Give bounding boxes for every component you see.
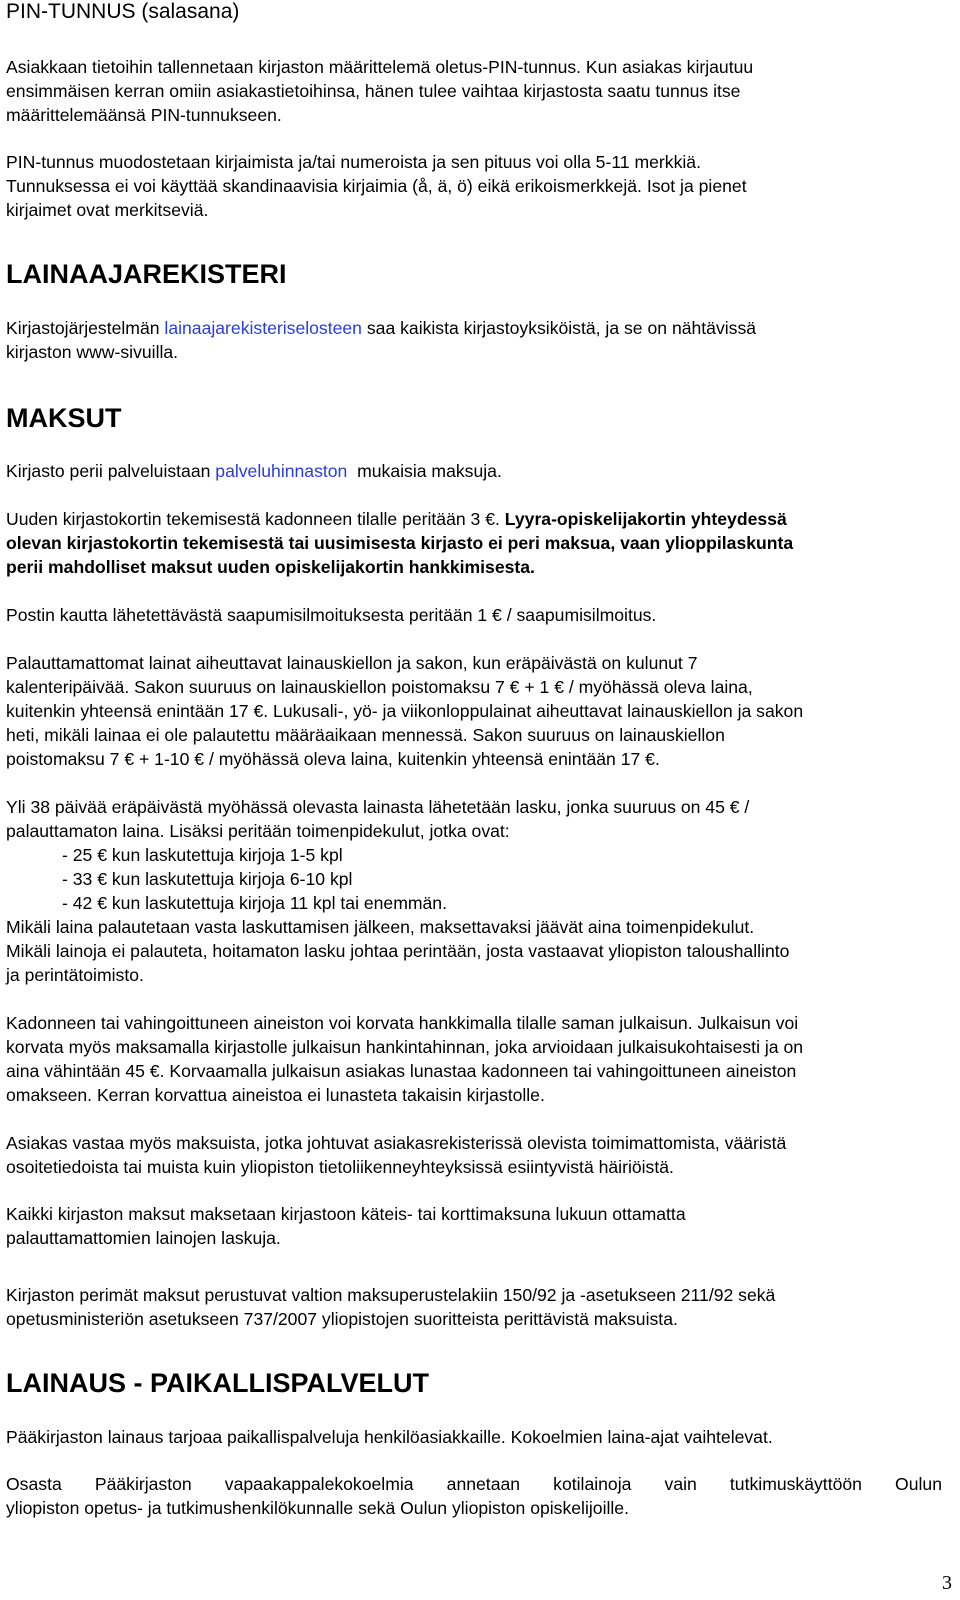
- fees-p5-line2: palauttamaton laina. Lisäksi peritään toimenpidekulut, jotka ovat:: [6, 821, 510, 841]
- fees-p7-line2: osoitetiedoista tai muista kuin yliopiston tietoliikenneyhteyksissä esiintyvistä häiriöistä.: [6, 1157, 674, 1177]
- fees-p8-line2: palauttamattomien lainojen laskuja.: [6, 1228, 281, 1248]
- fees-p9-line1: Kirjaston perimät maksut perustuvat valtion maksuperustelakiin 150/92 ja -asetukseen 211/92 sekä: [6, 1285, 776, 1305]
- fees-p5-after-line1: Mikäli laina palautetaan vasta laskuttamisen jälkeen, maksettavaksi jäävät aina toimenpidekulut.: [6, 917, 755, 937]
- fees-p4-line5: poistomaksu 7 € + 1-10 € / myöhässä oleva laina, kuitenkin yhteensä enintään 17 €.: [6, 749, 660, 769]
- pin-title: PIN-TUNNUS (salasana): [6, 0, 240, 23]
- fees-p2-plain: Uuden kirjastokortin tekemisestä kadonneen tilalle peritään 3 €.: [6, 509, 505, 529]
- fees-p6-line3: aina vähintään 45 €. Korvaamalla julkaisun asiakas lunastaa kadonneen tai vahingoittuneen aineiston: [6, 1061, 797, 1081]
- fees-p7-line1: Asiakas vastaa myös maksuista, jotka johtuvat asiakasrekisterissä olevista toimimattomista, vääristä: [6, 1133, 787, 1153]
- fees-p2-line3: perii mahdolliset maksut uuden opiskelijakortin hankkimisesta.: [6, 557, 535, 577]
- register-text-before: Kirjastojärjestelmän: [6, 318, 165, 338]
- fees-p1-before: Kirjasto perii palveluistaan: [6, 461, 216, 481]
- register-link[interactable]: lainaajarekisteriselosteen: [164, 318, 362, 338]
- pin-p2-line2: Tunnuksessa ei voi käyttää skandinaavisia kirjaimia (å, ä, ö) eikä erikoismerkkejä. Isot ja pienet: [6, 176, 747, 196]
- register-line1: [6, 316, 756, 340]
- fees-p4-line2: kalenteripäivää. Sakon suuruus on lainauskiellon poistomaksu 7 € + 1 € / myöhässä oleva laina,: [6, 677, 753, 697]
- pin-p1-line2: ensimmäisen kerran omiin asiakastietoihinsa, hänen tulee vaihtaa kirjastosta saatu tunnus itse: [6, 81, 741, 101]
- register-heading: LAINAAJAREKISTERI: [6, 259, 287, 289]
- lending-p2-line1: Osasta Pääkirjaston vapaakappalekokoelmia annetaan kotilainoja vain tutkimuskäyttöön Oulun: [6, 1474, 942, 1494]
- fees-p5-after-line2: Mikäli lainoja ei palauteta, hoitamaton lasku johtaa perintään, josta vastaavat yliopiston taloushallinto: [6, 941, 790, 961]
- fees-p6-line2: korvata myös maksamalla kirjastolle julkaisun hankintahinnan, joka arvioidaan julkaisukohtaisesti ja on: [6, 1037, 804, 1057]
- pin-p2-line3: kirjaimet ovat merkitseviä.: [6, 200, 209, 220]
- lending-heading: LAINAUS - PAIKALLISPALVELUT: [6, 1368, 429, 1398]
- fees-p9-line2: opetusministeriön asetukseen 737/2007 yliopistojen suoritteista perittävistä maksuista.: [6, 1309, 678, 1329]
- fees-list-item-1: - 25 € kun laskutettuja kirjoja 1-5 kpl: [62, 845, 343, 865]
- lending-p1: Pääkirjaston lainaus tarjoaa paikallispalveluja henkilöasiakkaille. Kokoelmien laina-ajat vaihtelevat.: [6, 1427, 773, 1447]
- fees-list-item-3: - 42 € kun laskutettuja kirjoja 11 kpl tai enemmän.: [62, 893, 447, 913]
- fees-p2-line1: [6, 507, 787, 531]
- page-number: 3: [942, 1572, 952, 1594]
- register-text-after: saa kaikista kirjastoyksiköistä, ja se on nähtävissä: [361, 318, 757, 338]
- fees-p4-line3: kuitenkin yhteensä enintään 17 €. Lukusali-, yö- ja viikonloppulainat aiheuttavat lainauskiellon ja sakon: [6, 701, 804, 721]
- pin-p1-line3: määrittelemäänsä PIN-tunnukseen.: [6, 105, 282, 125]
- fees-p5-after-line3: ja perintätoimisto.: [6, 965, 144, 985]
- pin-p1-line1: Asiakkaan tietoihin tallennetaan kirjaston määrittelemä oletus-PIN-tunnus. Kun asiakas kirjautuu: [6, 57, 754, 77]
- fees-p3: Postin kautta lähetettävästä saapumisilmoituksesta peritään 1 € / saapumisilmoitus.: [6, 605, 657, 625]
- fees-p1: [6, 459, 502, 483]
- fees-p4-line4: heti, mikäli lainaa ei ole palautettu määräaikaan mennessä. Sakon suuruus on lainauskiellon: [6, 725, 725, 745]
- fees-p2-line2: olevan kirjastokortin tekemisestä tai uusimisesta kirjasto ei peri maksua, vaan ylioppilaskunta: [6, 533, 794, 553]
- fees-p2-bold: Lyyra-opiskelijakortin yhteydessä: [504, 509, 787, 529]
- fees-p1-after: mukaisia maksuja.: [347, 461, 502, 481]
- fees-p5-line1: Yli 38 päivää eräpäivästä myöhässä olevasta lainasta lähetetään lasku, jonka suuruus on 45 € /: [6, 797, 750, 817]
- fees-heading: MAKSUT: [6, 403, 122, 433]
- lending-p2-line2: yliopiston opetus- ja tutkimushenkilökunnalle sekä Oulun yliopiston opiskelijoille.: [6, 1498, 629, 1518]
- price-list-link[interactable]: palveluhinnaston: [215, 461, 348, 481]
- fees-list-item-2: - 33 € kun laskutettuja kirjoja 6-10 kpl: [62, 869, 353, 889]
- fees-p6-line1: Kadonneen tai vahingoittuneen aineiston voi korvata hankkimalla tilalle saman julkaisun. Julkaisun voi: [6, 1013, 799, 1033]
- pin-p2-line1: PIN-tunnus muodostetaan kirjaimista ja/tai numeroista ja sen pituus voi olla 5-11 merkkiä.: [6, 152, 701, 172]
- fees-p6-line4: omakseen. Kerran korvattua aineistoa ei lunasteta takaisin kirjastolle.: [6, 1085, 545, 1105]
- fees-p4-line1: Palauttamattomat lainat aiheuttavat lainauskiellon ja sakon, kun eräpäivästä on kulunut 7: [6, 653, 698, 673]
- fees-p8-line1: Kaikki kirjaston maksut maksetaan kirjastoon käteis- tai korttimaksuna lukuun ottamatta: [6, 1204, 686, 1224]
- register-line2: kirjaston www-sivuilla.: [6, 342, 179, 362]
